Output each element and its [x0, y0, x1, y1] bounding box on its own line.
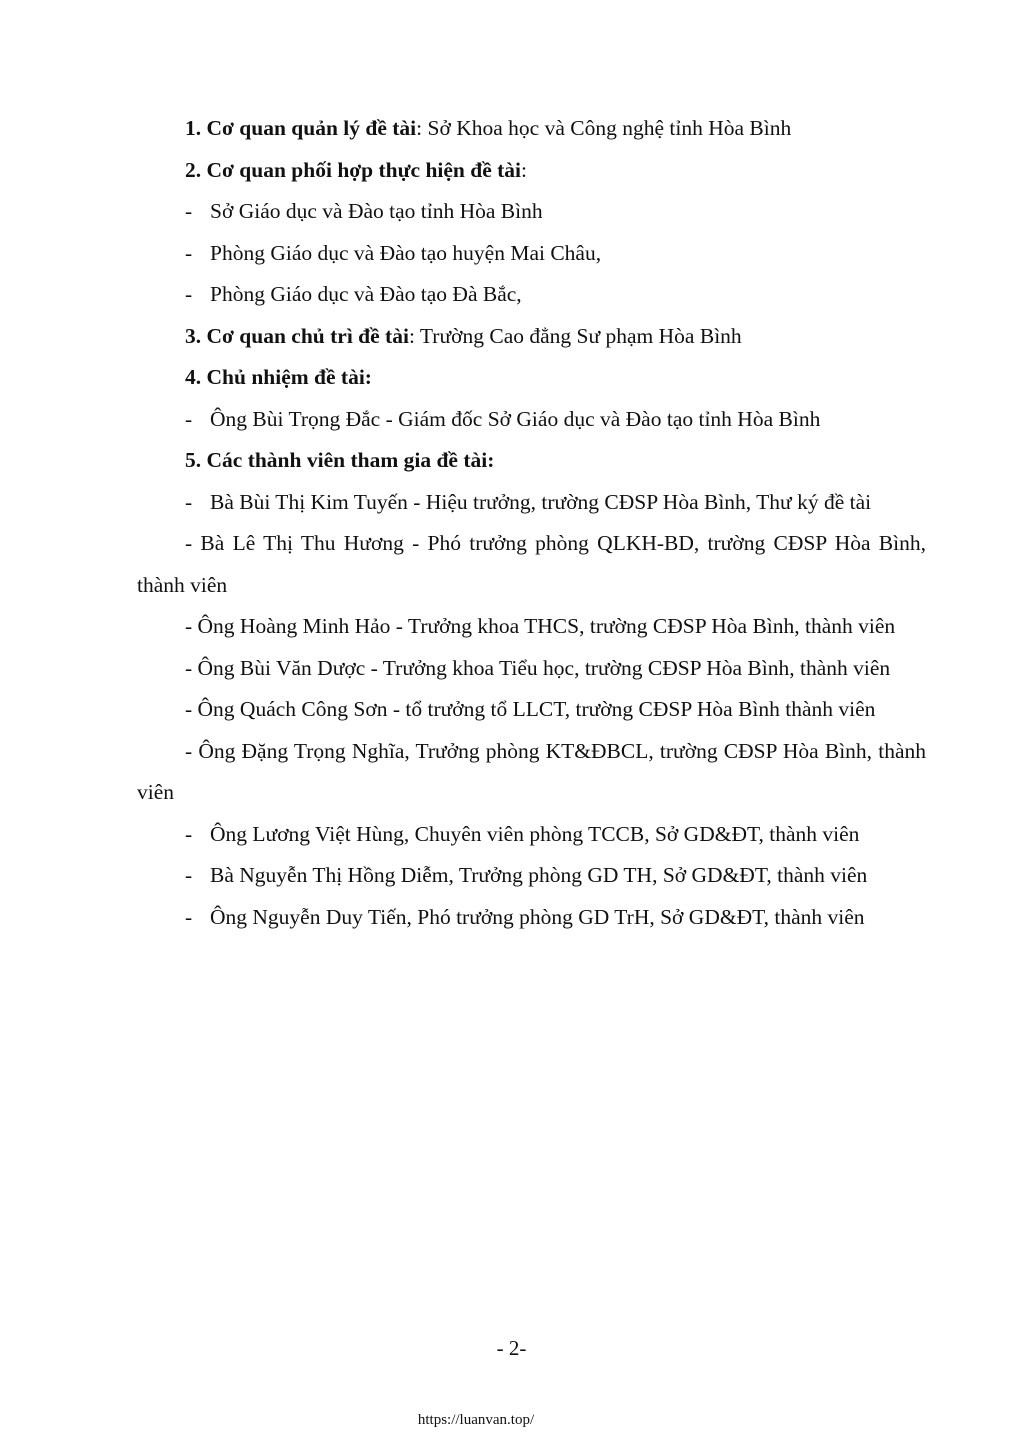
heading-label: 3. Cơ quan chủ trì đề tài: [185, 323, 409, 348]
list-dash: -: [185, 240, 193, 265]
list-item: [137, 855, 926, 897]
list-item-text: Ông Nguyễn Duy Tiến, Phó trưởng phòng GD TrH, Sở GD&ĐT, thành viên: [210, 904, 865, 929]
list-item: [137, 274, 926, 316]
list-item-text: Phòng Giáo dục và Đào tạo huyện Mai Châu,: [210, 240, 602, 265]
list-item: - Ông Đặng Trọng Nghĩa, Trưởng phòng KT&ĐBCL, trường CĐSP Hòa Bình, thành viên: [137, 738, 926, 804]
list-item: - Ông Bùi Văn Dược - Trưởng khoa Tiểu học, trường CĐSP Hòa Bình, thành viên: [185, 655, 891, 680]
heading-text: Sở Khoa học và Công nghệ tỉnh Hòa Bình: [422, 116, 792, 140]
heading-separator: :: [416, 116, 423, 140]
list-item: [137, 814, 926, 856]
heading-cooperating-agencies: [137, 150, 926, 192]
heading-separator: :: [408, 323, 415, 348]
heading-text: Trường Cao đẳng Sư phạm Hòa Bình: [414, 323, 742, 348]
list-dash: -: [185, 489, 193, 514]
list-item: - Ông Quách Công Sơn - tổ trưởng tổ LLCT, trường CĐSP Hòa Bình thành viên: [185, 697, 876, 721]
heading-project-lead: [137, 357, 926, 399]
list-item: [137, 482, 926, 524]
list-item: [137, 233, 926, 275]
heading-label: 4. Chủ nhiệm đề tài:: [185, 365, 372, 389]
list-dash: -: [185, 904, 193, 929]
list-dash: -: [185, 282, 193, 306]
list-item-text: Phòng Giáo dục và Đào tạo Đà Bắc,: [210, 282, 522, 306]
heading-label: 1. Cơ quan quản lý đề tài: [185, 116, 417, 140]
list-item: - Ông Hoàng Minh Hảo - Trưởng khoa THCS, trường CĐSP Hòa Bình, thành viên: [185, 614, 896, 638]
list-item: [137, 897, 926, 939]
list-dash: -: [185, 821, 193, 846]
heading-separator: :: [521, 157, 527, 182]
heading-members: [137, 440, 926, 482]
list-item: [137, 191, 926, 233]
page-number: - 2-: [496, 1336, 527, 1360]
heading-label: 5. Các thành viên tham gia đề tài:: [185, 448, 495, 472]
heading-label: 2. Cơ quan phối hợp thực hiện đề tài: [185, 157, 522, 182]
list-item-text: Ông Bùi Trọng Đắc - Giám đốc Sở Giáo dục và Đào tạo tỉnh Hòa Bình: [210, 406, 821, 431]
list-item-text: Bà Bùi Thị Kim Tuyến - Hiệu trưởng, trường CĐSP Hòa Bình, Thư ký đề tài: [210, 489, 872, 514]
list-item: - Bà Lê Thị Thu Hương - Phó trưởng phòng QLKH-BD, trường CĐSP Hòa Bình, thành viên: [137, 531, 926, 597]
list-dash: -: [185, 199, 193, 223]
list-item-text: Ông Lương Việt Hùng, Chuyên viên phòng TCCB, Sở GD&ĐT, thành viên: [210, 821, 860, 846]
list-dash: -: [185, 863, 193, 887]
list-item: [137, 399, 926, 441]
heading-host-agency: [137, 316, 926, 358]
list-item-text: Sở Giáo dục và Đào tạo tỉnh Hòa Bình: [210, 199, 543, 223]
list-dash: -: [185, 406, 193, 431]
footer-url[interactable]: https://luanvan.top/: [417, 1412, 535, 1428]
document-body: [137, 108, 926, 938]
heading-managing-agency: [137, 108, 926, 150]
list-item-text: Bà Nguyễn Thị Hồng Diễm, Trưởng phòng GD TH, Sở GD&ĐT, thành viên: [210, 863, 868, 887]
